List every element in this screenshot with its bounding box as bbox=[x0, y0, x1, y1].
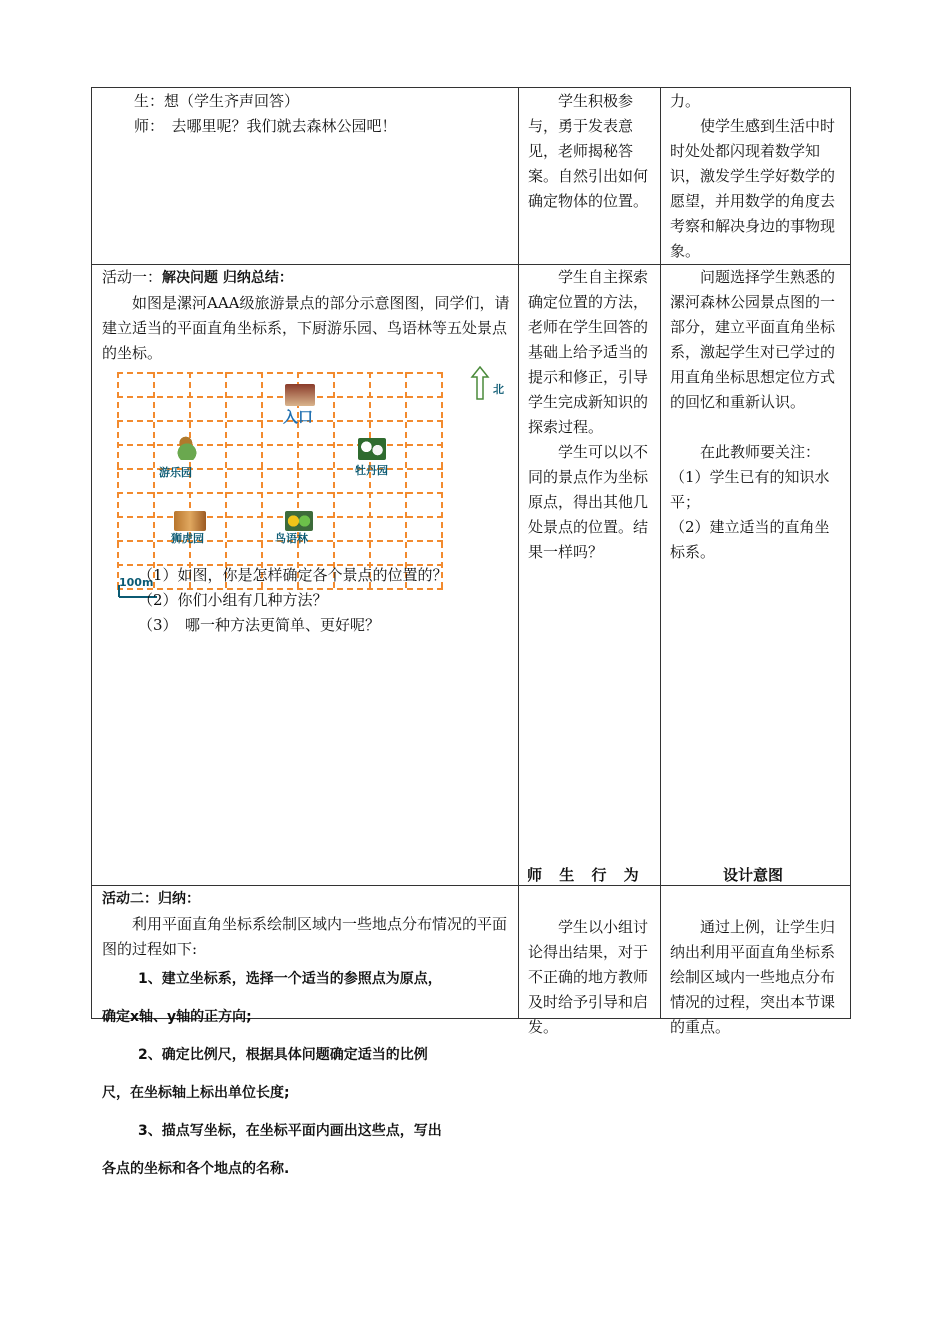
bird-forest-label: 鸟语林 bbox=[275, 532, 308, 545]
row3-student-activity-text: 学生以小组讨论得出结果，对于不正确的地方教师及时给予引导和启发。 bbox=[528, 918, 649, 1036]
entrance-label: 入口 bbox=[283, 408, 314, 426]
row3-design-intent bbox=[670, 915, 842, 1040]
amusement-park-label: 游乐园 bbox=[159, 466, 192, 479]
question-3: （3） 哪一种方法更简单、更好呢？ bbox=[138, 616, 381, 634]
header-teacher-student-behavior: 师 生 行 为 bbox=[527, 866, 645, 884]
teacher-line: 师： 去哪里呢？我们就去森林公园吧！ bbox=[134, 117, 397, 135]
activity-one-prefix: 活动一： bbox=[102, 268, 163, 286]
row1-student-activity-text: 学生积极参与，勇于发表意见，老师揭秘答案。自然引出如何确定物体的位置。 bbox=[528, 92, 649, 210]
activity-one-questions bbox=[138, 563, 518, 638]
peony-garden-label: 牡丹园 bbox=[355, 464, 388, 477]
row2-design-intent-spacer bbox=[670, 415, 842, 440]
lion-tiger-park-photo bbox=[174, 511, 206, 531]
question-1: （1）如图，你是怎样确定各个景点的位置的？ bbox=[138, 566, 448, 584]
lion-tiger-park-label: 狮虎园 bbox=[171, 532, 204, 545]
row1-design-intent bbox=[670, 89, 842, 264]
entrance-photo bbox=[285, 384, 315, 406]
header-design-intent: 设计意图 bbox=[723, 866, 784, 884]
row3-design-intent-text: 通过上例，让学生归纳出利用平面直角坐标系绘制区域内一些地点分布情况的过程，突出本节课的重点。 bbox=[670, 918, 836, 1036]
north-label: 北 bbox=[493, 383, 504, 396]
table-border-left bbox=[91, 87, 92, 1019]
scale-label: 100m bbox=[119, 576, 154, 589]
step-2-line-2: 尺，在坐标轴上标出单位长度; bbox=[102, 1085, 290, 1101]
row1-teaching-dialogue bbox=[102, 89, 512, 139]
table-border-right bbox=[850, 87, 851, 1019]
row2-design-intent-text-4: （2）建立适当的直角坐标系。 bbox=[670, 518, 830, 561]
peony-garden-photo bbox=[358, 438, 386, 460]
step-1-line-2: 确定x轴、y轴的正方向; bbox=[102, 1009, 252, 1025]
question-2: （2）你们小组有几种方法？ bbox=[138, 591, 328, 609]
row2-activity-one bbox=[102, 265, 514, 366]
column-divider-2 bbox=[660, 87, 661, 1019]
student-line: 生：想（学生齐声回答） bbox=[134, 92, 300, 110]
bird-forest-photo bbox=[285, 511, 313, 531]
row2-student-activity bbox=[528, 265, 654, 565]
row3-activity-two bbox=[102, 887, 514, 962]
step-3-line-1: 3、描点写坐标，在坐标平面内画出这些点，写出 bbox=[138, 1123, 442, 1139]
row1-student-activity bbox=[528, 89, 654, 214]
step-2-line-1: 2、确定比例尺，根据具体问题确定适当的比例 bbox=[138, 1047, 428, 1063]
amusement-park-icon bbox=[175, 436, 199, 460]
row2-design-intent-text-1: 问题选择学生熟悉的漯河森林公园景点图的一部分，建立平面直角坐标系，激起学生对已学过的用直角坐标思想定位方式的回忆和重新认识。 bbox=[670, 268, 836, 411]
activity-two-title: 活动二：归纳： bbox=[102, 891, 200, 907]
row-divider-2 bbox=[91, 885, 851, 886]
row2-design-intent bbox=[670, 265, 842, 565]
activity-one-title bbox=[102, 265, 514, 291]
row2-student-activity-text-1: 学生自主探索确定位置的方法，老师在学生回答的基础上给予适当的提示和修正，引导学生完成新知识的探索过程。 bbox=[528, 268, 649, 436]
step-3-line-2: 各点的坐标和各个地点的名称. bbox=[102, 1161, 290, 1177]
row1-design-intent-text: 使学生感到生活中时时处处都闪现着数学知识，激发学生学好数学的愿望，并用数学的角度去考察和解决身边的事物现象。 bbox=[670, 117, 836, 260]
row2-design-intent-text-2: 在此教师要关注： bbox=[700, 443, 821, 461]
row1-design-intent-line1: 力。 bbox=[670, 92, 701, 110]
activity-one-heading: 解决问题 归纳总结： bbox=[162, 270, 293, 286]
activity-two-steps bbox=[102, 960, 517, 1188]
column-divider-1 bbox=[518, 87, 519, 1019]
row2-design-intent-text-3: （1）学生已有的知识水平； bbox=[670, 468, 830, 511]
north-arrow-icon bbox=[470, 366, 490, 400]
row2-student-activity-text-2: 学生可以以不同的景点作为坐标原点，得出其他几处景点的位置。结果一样吗？ bbox=[528, 443, 649, 561]
table-border-top bbox=[91, 87, 851, 88]
activity-two-intro: 利用平面直角坐标系绘制区域内一些地点分布情况的平面图的过程如下: bbox=[102, 915, 508, 958]
step-1-line-1: 1、建立坐标系，选择一个适当的参照点为原点， bbox=[138, 971, 442, 987]
activity-one-intro: 如图是漯河AAA级旅游景点的部分示意图图，同学们，请建立适当的平面直角坐标系，下厨游乐园、鸟语林等五处景点的坐标。 bbox=[102, 294, 510, 362]
row3-student-activity bbox=[528, 915, 654, 1040]
